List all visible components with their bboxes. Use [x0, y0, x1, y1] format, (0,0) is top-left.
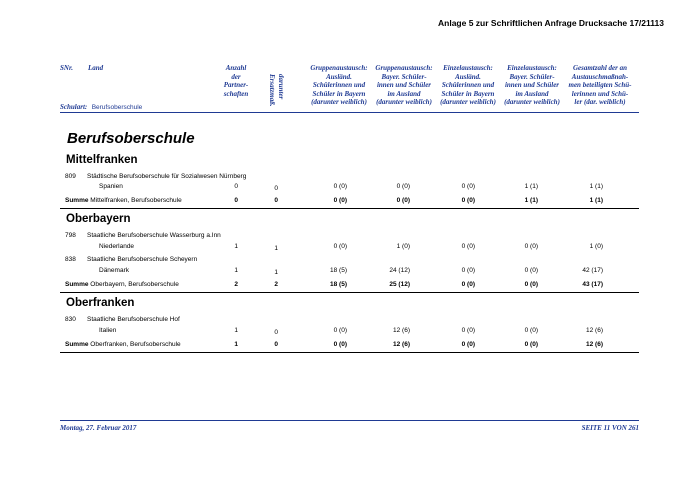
header-rule: [60, 112, 639, 113]
sum-label: [65, 197, 182, 204]
col2-value: 12 (6): [393, 341, 410, 348]
sum-row: [60, 341, 639, 352]
col4-value: 0 (0): [524, 281, 538, 288]
header-col2-line: Gruppenaustausch:: [375, 64, 433, 72]
sum-label: [65, 281, 179, 288]
school-snr: 830: [65, 316, 76, 323]
sum-prefix: Summe: [65, 341, 89, 348]
col4-value: 0 (0): [524, 327, 538, 334]
col5-value: 12 (6): [586, 341, 603, 348]
sum-rule: [60, 352, 639, 353]
school-name-row: [60, 232, 639, 243]
header-col2: [372, 64, 436, 107]
school-name: Städtische Berufsoberschule für Sozialwesen Nürnberg: [87, 173, 247, 180]
header-col2-line: im Ausland: [387, 89, 421, 98]
header-col1-line: (darunter weiblich): [311, 98, 367, 106]
footer-page-number: SEITE 11 VON 261: [581, 424, 639, 432]
col2-value: 0 (0): [396, 183, 410, 190]
school-name: Staatliche Berufsoberschule Hof: [87, 316, 180, 323]
header-col1-line: Gruppenaustausch:: [310, 64, 368, 72]
page-heading: Anlage 5 zur Schriftlichen Anfrage Drucksache 17/21113: [438, 18, 664, 28]
header-darunter-line: Ersatzmaß.: [268, 74, 277, 107]
header-col3-line: Schüler in Bayern: [441, 89, 495, 98]
header-col4-line: Einzelaustausch:: [507, 64, 557, 72]
anzahl: 0: [234, 197, 238, 204]
col1-value: 18 (5): [330, 281, 347, 288]
col3-value: 0 (0): [461, 243, 475, 250]
header-col3: [436, 64, 500, 107]
section-title: Berufsoberschule: [67, 130, 195, 147]
sum-rule: [60, 208, 639, 209]
school-snr: 809: [65, 173, 76, 180]
col3-value: 0 (0): [461, 183, 475, 190]
header-anzahl-line: der: [231, 72, 241, 81]
col5-value: 1 (1): [589, 183, 603, 190]
footer-date: Montag, 27. Februar 2017: [60, 424, 137, 432]
land: Italien: [99, 327, 117, 334]
header-col1-line: Schülerinnen und: [312, 81, 366, 89]
header-anzahl: [214, 64, 258, 98]
region-title: Oberbayern: [66, 213, 131, 225]
header-col4-line: innen und Schüler: [504, 81, 560, 89]
header-col3-line: Ausländ.: [455, 72, 481, 81]
ersatz: 1: [274, 269, 278, 276]
col4-value: 0 (0): [524, 243, 538, 250]
ersatz: 0: [274, 329, 278, 336]
header-col1-line: Schüler in Bayern: [312, 89, 366, 98]
sum-label: [65, 341, 181, 348]
col1-value: 0 (0): [333, 327, 347, 334]
sum-label-text: Oberfranken, Berufsoberschule: [90, 341, 181, 348]
col3-value: 0 (0): [461, 281, 475, 288]
land: Dänemark: [99, 267, 129, 274]
header-col5-line: men beteiligten Schü-: [568, 81, 632, 89]
header-darunter-ersatzmass: [268, 74, 285, 106]
anzahl: 1: [234, 341, 238, 348]
table-row: [60, 243, 639, 254]
region-title: Mittelfranken: [66, 154, 138, 166]
ersatz: 0: [274, 185, 278, 192]
school-snr: 798: [65, 232, 76, 239]
col2-value: 12 (6): [393, 327, 410, 334]
col3-value: 0 (0): [461, 327, 475, 334]
header-col2-line: Bayer. Schüler-: [381, 72, 427, 81]
land: Spanien: [99, 183, 123, 190]
header-col5: [564, 64, 636, 107]
sum-rule: [60, 292, 639, 293]
header-col3-line: (darunter weiblich): [440, 98, 496, 106]
region-title: Oberfranken: [66, 297, 135, 309]
col1-value: 0 (0): [333, 341, 347, 348]
col1-value: 0 (0): [333, 243, 347, 250]
header-col1-line: Ausländ.: [326, 72, 352, 81]
ersatz: 0: [274, 197, 278, 204]
land: Niederlande: [99, 243, 135, 250]
anzahl: 1: [234, 327, 238, 334]
sum-row: [60, 197, 639, 208]
col2-value: 0 (0): [396, 197, 410, 204]
ersatz: 1: [274, 245, 278, 252]
table-row: [60, 183, 639, 194]
footer-rule: [60, 420, 639, 421]
header-col4-line: Bayer. Schüler-: [509, 72, 555, 81]
col3-value: 0 (0): [461, 267, 475, 274]
school-name: Staatliche Berufsoberschule Scheyern: [87, 256, 198, 263]
anzahl: 1: [234, 243, 238, 250]
anzahl: 2: [234, 281, 238, 288]
col5-value: 1 (1): [589, 197, 603, 204]
header-darunter-line: darunter: [277, 74, 285, 100]
school-name-row: [60, 316, 639, 327]
header-anzahl-line: Partner-: [223, 81, 249, 89]
header-col5-line: Austauschmaßnah-: [571, 72, 629, 81]
sum-prefix: Summe: [65, 281, 89, 288]
header-col5-line: ler (dar. weiblich): [574, 98, 626, 106]
schulart-value: Berufsoberschule: [91, 104, 143, 111]
sum-label-text: Oberbayern, Berufsoberschule: [90, 281, 179, 288]
col4-value: 0 (0): [524, 341, 538, 348]
school-name: Staatliche Berufsoberschule Wasserburg a.Inn: [87, 232, 221, 239]
header-col2-line: innen und Schüler: [376, 81, 432, 89]
col1-value: 18 (5): [330, 267, 347, 274]
ersatz: 0: [274, 341, 278, 348]
sum-label-text: Mittelfranken, Berufsoberschule: [90, 197, 182, 204]
header-col1: [306, 64, 372, 107]
col4-value: 1 (1): [524, 197, 538, 204]
col3-value: 0 (0): [461, 197, 475, 204]
table-row: [60, 267, 639, 278]
header-anzahl-line: schaften: [223, 89, 249, 98]
school-name-row: [60, 256, 639, 267]
col2-value: 1 (0): [396, 243, 410, 250]
header-col4: [500, 64, 564, 107]
header-col3-line: Schülerinnen und: [441, 81, 495, 89]
col2-value: 24 (12): [389, 267, 410, 274]
header-col4-line: (darunter weiblich): [504, 98, 560, 106]
header-col3-line: Einzelaustausch:: [443, 64, 493, 72]
table-row: [60, 327, 639, 338]
header-land: Land: [88, 64, 104, 72]
header-col2-line: (darunter weiblich): [376, 98, 432, 106]
col4-value: 0 (0): [524, 267, 538, 274]
school-snr: 838: [65, 256, 76, 263]
sum-row: [60, 281, 639, 292]
col5-value: 42 (17): [582, 267, 603, 274]
header-col4-line: im Ausland: [515, 89, 549, 98]
anzahl: 1: [234, 267, 238, 274]
sum-prefix: Summe: [65, 197, 89, 204]
col3-value: 0 (0): [461, 341, 475, 348]
anzahl: 0: [234, 183, 238, 190]
col4-value: 1 (1): [524, 183, 538, 190]
ersatz: 2: [274, 281, 278, 288]
header-col5-line: Gesamtzahl der an: [572, 64, 628, 72]
header-snr: SNr.: [60, 64, 74, 72]
col5-value: 12 (6): [586, 327, 603, 334]
col2-value: 25 (12): [389, 281, 410, 288]
header-col5-line: lerinnen und Schü-: [571, 89, 629, 98]
col5-value: 43 (17): [582, 281, 603, 288]
col1-value: 0 (0): [333, 183, 347, 190]
col1-value: 0 (0): [333, 197, 347, 204]
schulart-label: Schulart:: [60, 103, 88, 111]
header-anzahl-line: Anzahl: [225, 64, 247, 72]
col5-value: 1 (0): [589, 243, 603, 250]
